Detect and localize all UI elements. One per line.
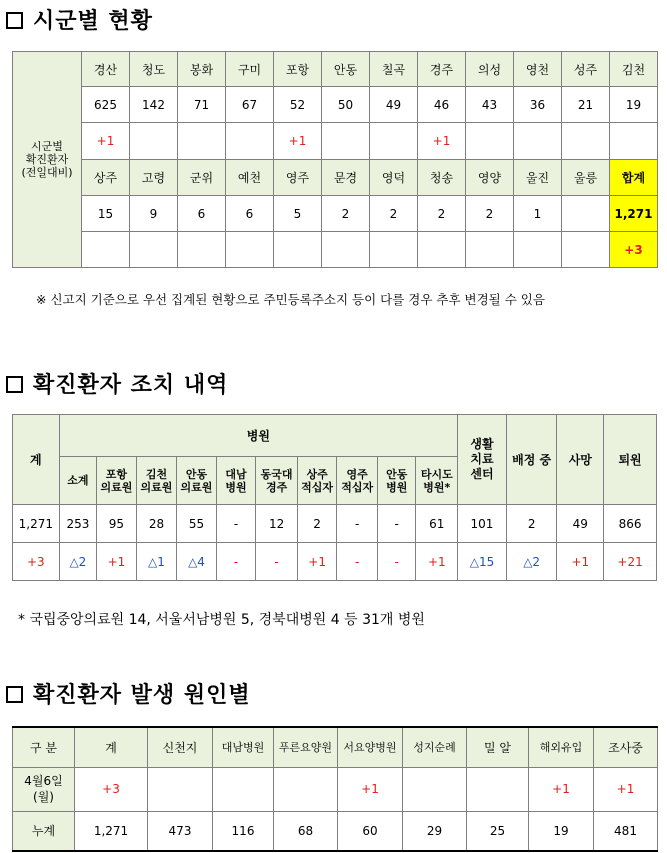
hospital-header: 영주 적십자 [337,457,378,505]
change-cell [418,232,466,268]
count-cell: 52 [274,87,322,123]
count-cell: 43 [466,87,514,123]
region-cell: 울진 [514,160,562,196]
count-cell: 46 [418,87,466,123]
section-title-text: 확진환자 발생 원인별 [33,683,251,708]
change-cell: +1 [416,543,458,581]
change-cell: △1 [136,543,177,581]
change-cell [562,232,610,268]
count-cell: 19 [610,87,658,123]
region-cell: 예천 [226,160,274,196]
region-cell: 경산 [82,52,130,87]
region-status-note: ※ 신고지 기준으로 우선 집계된 현황으로 주민등록주소지 등이 다를 경우 추후 변경될 수 있음 [36,292,545,307]
hospital-header: 동국대 경주 [256,457,298,505]
value-cell: 12 [256,505,298,543]
row-label-confirmed: 시군별 확진환자 (전일대비) [13,52,82,268]
count-cell: 5 [274,196,322,232]
region-cell: 청송 [418,160,466,196]
change-cell: - [337,543,378,581]
count-cell: 2 [466,196,514,232]
hospital-header: 상주 적십자 [297,457,337,505]
header-cell: 푸른요양원 [274,727,338,767]
region-cell: 상주 [82,160,130,196]
change-cell: - [256,543,298,581]
total-header-cell: 합계 [610,160,658,196]
change-cell: - [216,543,256,581]
region-cell: 영양 [466,160,514,196]
header-treatment-center: 생활 치료 센터 [458,415,507,505]
value-cell: 866 [604,505,657,543]
region-cell: 안동 [322,52,370,87]
region-cell: 포항 [274,52,322,87]
change-cell: +1 [557,543,604,581]
hospital-subtotal-header: 소계 [59,457,97,505]
value-cell: - [377,505,416,543]
cumulative-cell: 19 [529,811,594,851]
region-cell: 청도 [130,52,178,87]
header-cell: 서요양병원 [338,727,403,767]
hospital-header: 대남 병원 [216,457,256,505]
change-cell [322,232,370,268]
header-cell: 신천지 [148,727,213,767]
change-cell: +1 [418,123,466,160]
daily-cell [403,767,467,811]
section-title-patient-actions [6,368,228,399]
region-cell: 영천 [514,52,562,87]
change-cell [322,123,370,160]
hospital-header: 포항 의료원 [97,457,137,505]
row-label-cumulative: 누계 [13,811,75,851]
cumulative-cell: 1,271 [75,811,148,851]
cumulative-cell: 29 [403,811,467,851]
region-cell: 구미 [226,52,274,87]
cumulative-cell: 60 [338,811,403,851]
change-cell: +21 [604,543,657,581]
change-cell: △4 [177,543,217,581]
daily-cell [148,767,213,811]
daily-cell: +1 [529,767,594,811]
value-cell: 2 [297,505,337,543]
change-cell: △2 [59,543,97,581]
count-cell: 2 [322,196,370,232]
count-cell: 36 [514,87,562,123]
count-cell: 142 [130,87,178,123]
value-cell: 1,271 [13,505,60,543]
header-total: 계 [13,415,60,505]
section-title-region-status [6,4,153,35]
change-cell [130,232,178,268]
hospital-header: 타시도 병원* [416,457,458,505]
value-cell: 55 [177,505,217,543]
change-cell [178,123,226,160]
cumulative-cell: 25 [467,811,529,851]
region-cell: 봉화 [178,52,226,87]
region-cell: 울릉 [562,160,610,196]
change-cell [562,123,610,160]
section-title-text: 확진환자 조치 내역 [33,373,229,398]
cumulative-cell: 481 [594,811,658,851]
change-cell [610,123,658,160]
header-cell: 대남병원 [213,727,274,767]
checkbox-square-icon [6,376,23,393]
change-cell: +1 [97,543,137,581]
checkbox-square-icon [6,686,23,703]
daily-cell [274,767,338,811]
header-cell: 해외유입 [529,727,594,767]
change-cell: +1 [82,123,130,160]
count-cell: 2 [418,196,466,232]
change-cell [130,123,178,160]
total-count-cell: 1,271 [610,196,658,232]
daily-cell: +1 [594,767,658,811]
count-cell: 2 [370,196,418,232]
header-discharged: 퇴원 [604,415,657,505]
cumulative-cell: 473 [148,811,213,851]
header-death: 사망 [557,415,604,505]
count-cell: 71 [178,87,226,123]
row-label-daily: 4월6일 (월) [13,767,75,811]
cumulative-cell: 68 [274,811,338,851]
change-cell [370,232,418,268]
change-cell [82,232,130,268]
value-cell: 61 [416,505,458,543]
value-cell: - [337,505,378,543]
infection-cause-table [12,726,658,852]
total-change-cell: +3 [610,232,658,268]
hospital-header: 안동 의료원 [177,457,217,505]
header-cell: 밀 알 [467,727,529,767]
change-cell [226,232,274,268]
change-cell [514,123,562,160]
hospital-note: * 국립중앙의료원 14, 서울서남병원 5, 경북대병원 4 등 31개 병원 [18,612,425,628]
value-cell: 253 [59,505,97,543]
change-cell: +1 [274,123,322,160]
count-cell: 15 [82,196,130,232]
value-cell: 95 [97,505,137,543]
daily-cell [467,767,529,811]
change-cell: +1 [297,543,337,581]
change-cell [466,232,514,268]
region-cell: 군위 [178,160,226,196]
change-cell [514,232,562,268]
change-cell [274,232,322,268]
header-hospital: 병원 [59,415,458,457]
section-title-text: 시군별 현황 [33,9,153,34]
region-cell: 문경 [322,160,370,196]
count-cell: 6 [178,196,226,232]
header-category: 구 분 [13,727,75,767]
region-cell: 영덕 [370,160,418,196]
header-cell: 조사중 [594,727,658,767]
change-cell: +3 [13,543,60,581]
region-cell: 김천 [610,52,658,87]
region-cell: 고령 [130,160,178,196]
count-cell: 9 [130,196,178,232]
region-status-table [12,51,658,268]
cumulative-cell: 116 [213,811,274,851]
region-cell: 의성 [466,52,514,87]
change-cell: △2 [506,543,557,581]
count-cell [562,196,610,232]
change-cell: △15 [458,543,507,581]
checkbox-square-icon [6,12,23,29]
patient-actions-table [12,414,657,581]
section-title-causes [6,678,251,709]
daily-cell [213,767,274,811]
value-cell: 28 [136,505,177,543]
value-cell: 2 [506,505,557,543]
header-assigning: 배정 중 [506,415,557,505]
region-cell: 성주 [562,52,610,87]
change-cell [178,232,226,268]
daily-cell: +1 [338,767,403,811]
change-cell [226,123,274,160]
count-cell: 49 [370,87,418,123]
value-cell: 101 [458,505,507,543]
header-cell: 계 [75,727,148,767]
change-cell: - [377,543,416,581]
hospital-header: 김천 의료원 [136,457,177,505]
count-cell: 21 [562,87,610,123]
change-cell [370,123,418,160]
hospital-header: 안동 병원 [377,457,416,505]
count-cell: 50 [322,87,370,123]
value-cell: 49 [557,505,604,543]
daily-cell: +3 [75,767,148,811]
count-cell: 625 [82,87,130,123]
header-cell: 성지순례 [403,727,467,767]
change-cell [466,123,514,160]
count-cell: 67 [226,87,274,123]
region-cell: 영주 [274,160,322,196]
region-cell: 칠곡 [370,52,418,87]
count-cell: 1 [514,196,562,232]
region-cell: 경주 [418,52,466,87]
count-cell: 6 [226,196,274,232]
value-cell: - [216,505,256,543]
